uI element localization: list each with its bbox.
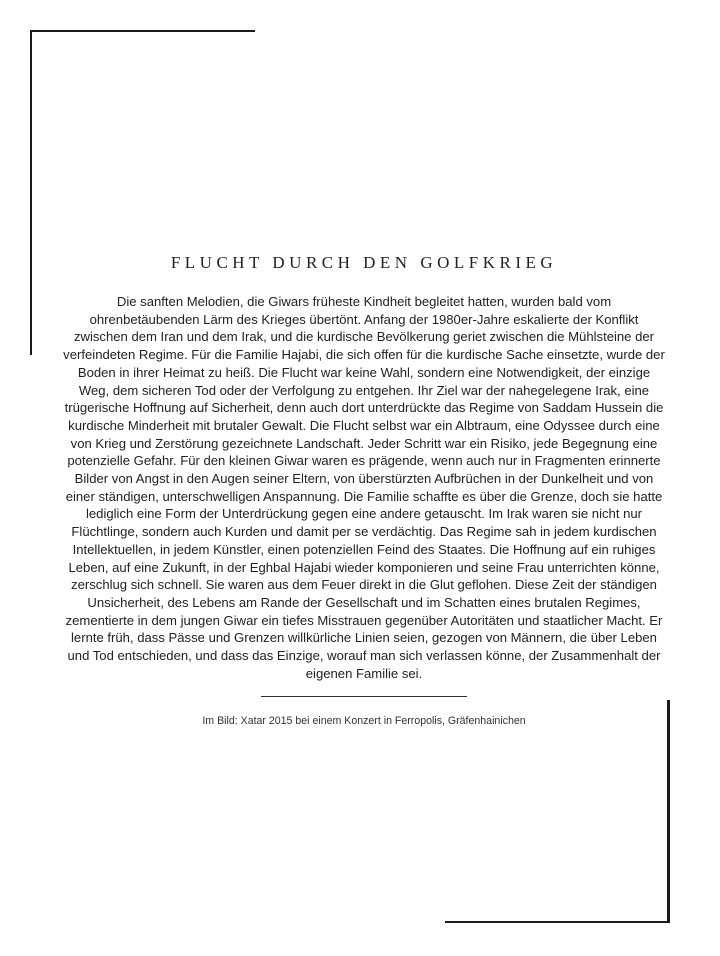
article <box>30 253 698 727</box>
article-title: FLUCHT DURCH DEN GOLFKRIEG <box>170 253 558 272</box>
image-caption: Im Bild: Xatar 2015 bei einem Konzert in Ferropolis, Gräfenhainichen <box>202 715 526 728</box>
divider <box>261 696 467 697</box>
decorative-frame-bottom-right <box>445 700 670 923</box>
article-body: Die sanften Melodien, die Giwars früheste Kindheit begleitet hatten, wurden bald vom ohrenbetäubenden Lärm des Krieges übertönt. Anfang der 1980er-Jahre eskalierte der Konflikt zwischen dem Iran und dem Irak, und die kurdische Bevölkerung geriet zwischen die Mühlsteine der verfeindeten Regime. Für die Familie Hajabi, die sich offen für die kurdische Sache einsetzte, wurde der Boden in ihrer Heimat zu heiß. Die Flucht war keine Wahl, sondern eine Notwendigkeit, der einzige Weg, dem sicheren Tod oder der Verfolgung zu entgehen. Ihr Ziel war der nahegelegene Irak, eine trügerische Hoffnung auf Sicherheit, denn auch dort unterdrückte das Regime von Saddam Hussein die kurdische Minderheit mit brutaler Gewalt. Die Flucht selbst war ein Albtraum, eine Odyssee durch eine von Krieg und Zerstörung gezeichnete Landschaft. Jeder Schritt war ein Risiko, jede Begegnung eine potenzielle Gefahr. Für den kleinen Giwar waren es prägende, wenn auch nur in Fragmenten erinnerte Bilder von Angst in den Augen seiner Eltern, von überstürzten Aufbrüchen in der Dunkelheit und von einer ständigen, unterschwelligen Anspannung. Die Familie schaffte es über die Grenze, doch sie hatte lediglich eine Form der Unterdrückung gegen eine andere getauscht. Im Irak waren sie nicht nur Flüchtlinge, sondern auch Kurden und damit per se verdächtig. Das Regime sah in jedem kurdischen Intellektuellen, in jedem Künstler, einen potenziellen Feind des Staates. Die Hoffnung auf ein ruhiges Leben, auf eine Zukunft, in der Eghbal Hajabi wieder komponieren und seine Frau unterrichten könne, zerschlug sich schnell. Sie waren aus dem Feuer direkt in die Glut geflohen. Diese Zeit der ständigen Unsicherheit, des Lebens am Rande der Gesellschaft und im Schatten eines brutalen Regimes, zementierte in dem jungen Giwar ein tiefes Misstrauen gegenüber Autoritäten und staatlicher Macht. Er lernte früh, dass Pässe und Grenzen willkürliche Linien seien, gezogen von Männern, die über Leben und Tod entschieden, und dass das Einzige, worauf man sich verlassen könne, der Zusammenhalt der eigenen Familie sei. <box>63 294 665 681</box>
